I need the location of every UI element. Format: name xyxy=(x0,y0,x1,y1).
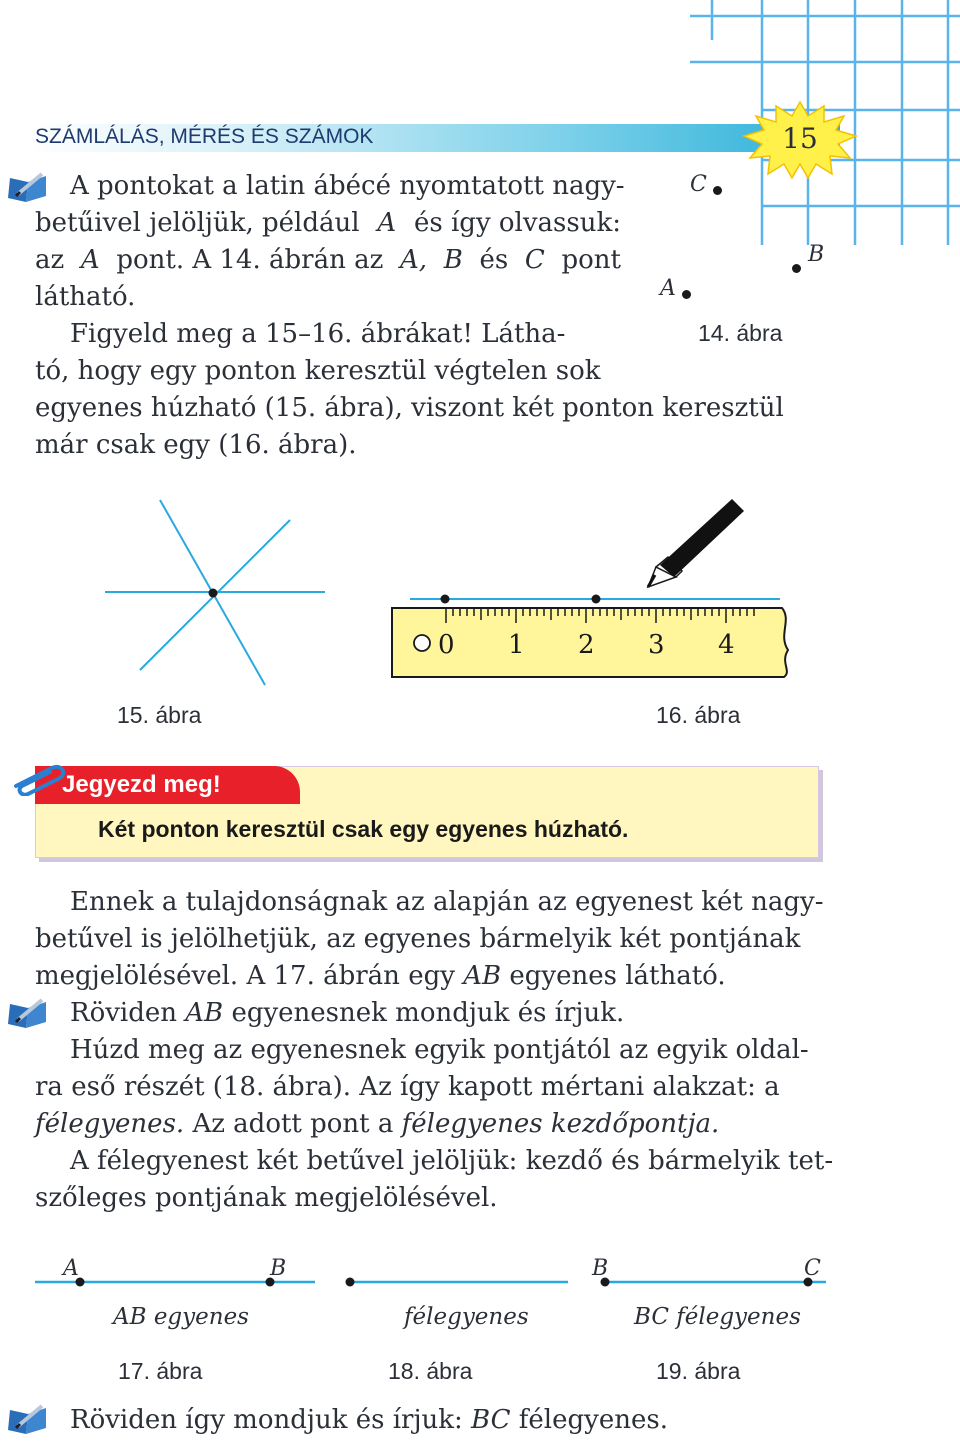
para2-line-1: Ennek a tulajdonságnak az alapján az egyenest két nagy- xyxy=(70,887,824,917)
para2-line-8: A félegyenest két betűvel jelöljük: kezdő és bármelyik tet- xyxy=(70,1146,834,1176)
para2-line-3: megjelölésével. A 17. ábrán egy AB egyenes látható. xyxy=(35,961,726,991)
fig16-point-1 xyxy=(441,595,450,604)
intro-line-6: tó, hogy egy ponton keresztül végtelen sok xyxy=(35,356,601,386)
paperclip-icon xyxy=(8,762,70,796)
page-number: 15 xyxy=(782,122,818,155)
fig15-lines xyxy=(100,495,330,695)
para2-line-5: Húzd meg az egyenesnek egyik pontjától az egyik oldal- xyxy=(70,1035,809,1065)
intro-line-1: A pontokat a latin ábécé nyomtatott nagy- xyxy=(70,171,625,201)
fig17-caption: 17. ábra xyxy=(118,1358,203,1384)
ruler-tick-0: 0 xyxy=(438,630,455,660)
fig15-caption: 15. ábra xyxy=(117,702,202,728)
remember-text: Két ponton keresztül csak egy egyenes húzható. xyxy=(98,816,629,842)
intro-line-4: látható. xyxy=(35,282,136,312)
fig14-label-c: C xyxy=(690,172,707,197)
fig14-point-c xyxy=(713,186,722,195)
remember-title: Jegyezd meg! xyxy=(62,771,221,798)
fig18-name: félegyenes xyxy=(404,1304,529,1330)
para2-line-6: ra eső részét (18. ábra). Az így kapott mértani alakzat: a xyxy=(35,1072,780,1102)
exercise-icon xyxy=(6,172,50,204)
para2-line-4: Röviden AB egyenesnek mondjuk és írjuk. xyxy=(70,998,625,1028)
exercise-icon-3 xyxy=(6,1404,50,1436)
fig18-point xyxy=(346,1278,355,1287)
fig16-point-2 xyxy=(592,595,601,604)
intro-line-8: már csak egy (16. ábra). xyxy=(35,430,357,460)
fig19-caption: 19. ábra xyxy=(656,1358,741,1384)
ruler-tick-1: 1 xyxy=(508,630,525,660)
fig14-label-b: B xyxy=(808,242,825,267)
fig17-label-a: A xyxy=(63,1256,79,1281)
intro-line-2: betűivel jelöljük, például A és így olvassuk: xyxy=(35,208,621,238)
fig19-name: BC félegyenes xyxy=(634,1304,801,1330)
ruler-tick-4: 4 xyxy=(718,630,735,660)
fig16-caption: 16. ábra xyxy=(656,702,741,728)
fig14-label-a: A xyxy=(660,276,676,301)
fig17-label-b: B xyxy=(270,1256,287,1281)
fig16-pencil xyxy=(648,499,744,587)
fig15-point xyxy=(209,589,218,598)
intro-line-3: az A pont. A 14. ábrán az A, B és C pont xyxy=(35,245,621,275)
para2-line-7: félegyenes. Az adott pont a félegyenes kezdőpontja. xyxy=(35,1109,720,1139)
final-line: Röviden így mondjuk és írjuk: BC félegyenes. xyxy=(70,1405,668,1435)
intro-line-5: Figyeld meg a 15–16. ábrákat! Látha- xyxy=(70,319,566,349)
fig17-name: AB egyenes xyxy=(113,1304,249,1330)
fig19-label-b: B xyxy=(592,1256,609,1281)
para2-line-2: betűvel is jelölhetjük, az egyenes bármelyik két pontjának xyxy=(35,924,801,954)
fig14-caption: 14. ábra xyxy=(698,320,783,346)
para2-line-9: szőleges pontjának megjelölésével. xyxy=(35,1183,498,1213)
exercise-icon-2 xyxy=(6,998,50,1030)
fig14-point-b xyxy=(792,264,801,273)
fig16-ruler-hole xyxy=(414,635,430,651)
fig18-caption: 18. ábra xyxy=(388,1358,473,1384)
intro-line-7: egyenes húzható (15. ábra), viszont két ponton keresztül xyxy=(35,393,784,423)
fig14-point-a xyxy=(682,290,691,299)
fig19-label-c: C xyxy=(804,1256,821,1281)
ruler-tick-3: 3 xyxy=(648,630,665,660)
fig16-ruler-drawing xyxy=(390,495,800,690)
ruler-tick-2: 2 xyxy=(578,630,595,660)
chapter-title: SZÁMLÁLÁS, MÉRÉS ÉS SZÁMOK xyxy=(35,125,374,148)
